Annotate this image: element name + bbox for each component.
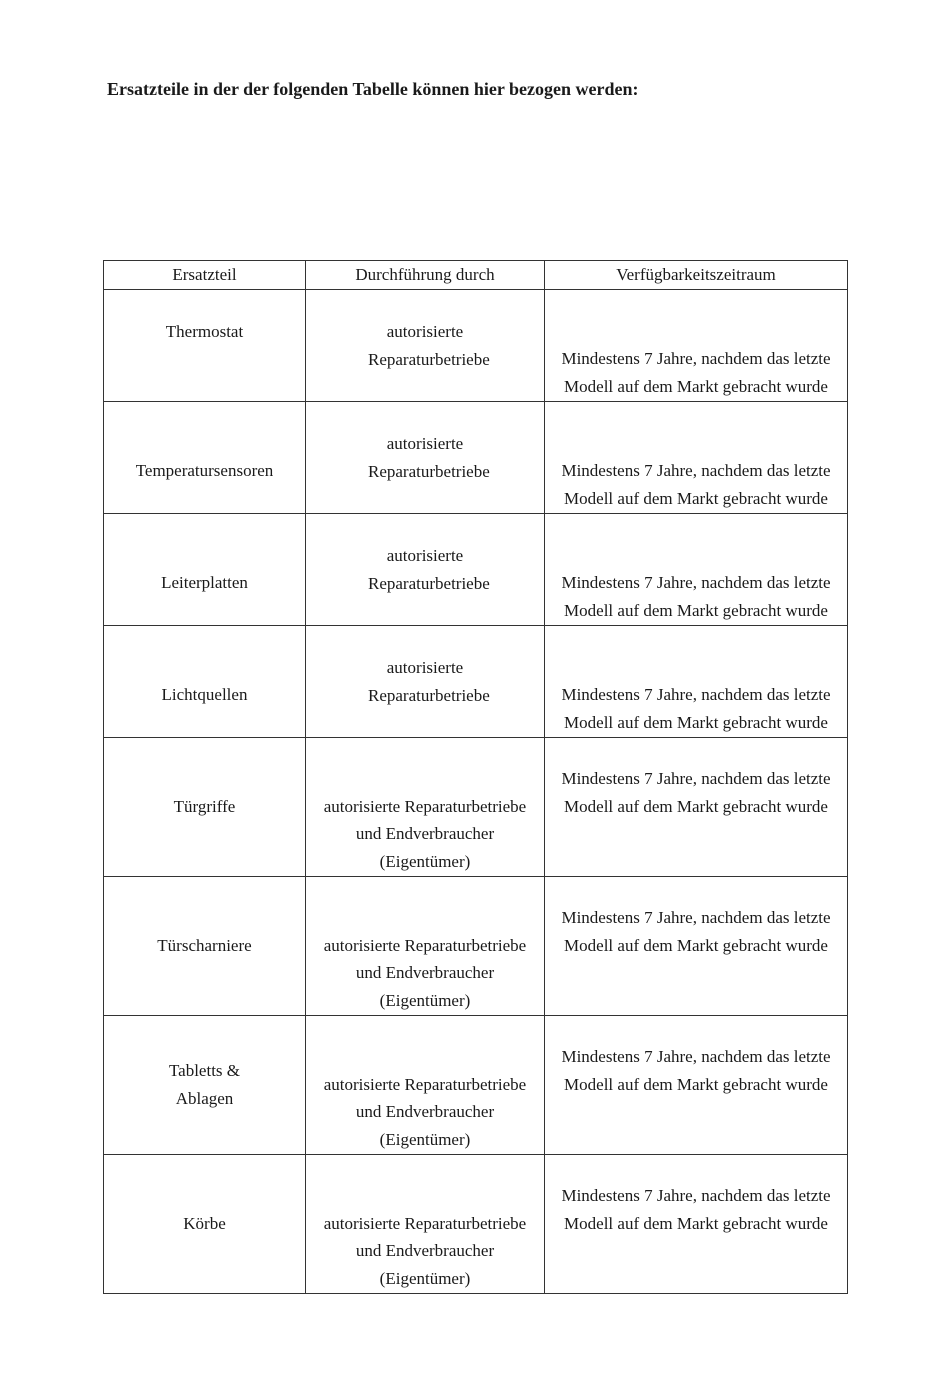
table-row xyxy=(104,1155,848,1294)
part-cell: Temperatursensoren xyxy=(104,402,306,514)
performer-cell: autorisierte Reparaturbetriebe xyxy=(306,402,545,514)
part-cell: Tabletts & Ablagen xyxy=(104,1016,306,1155)
table-header-row xyxy=(104,261,848,290)
part-cell: Körbe xyxy=(104,1155,306,1294)
part-cell: Leiterplatten xyxy=(104,514,306,626)
table-row xyxy=(104,514,848,626)
table-row xyxy=(104,402,848,514)
spare-parts-table xyxy=(103,260,848,1294)
performer-cell: autorisierte Reparaturbetriebe xyxy=(306,626,545,738)
table-row xyxy=(104,290,848,402)
performer-cell: autorisierte Reparaturbetriebe xyxy=(306,514,545,626)
table-row xyxy=(104,1016,848,1155)
performer-cell: autorisierte Reparaturbetriebe xyxy=(306,290,545,402)
table-row xyxy=(104,626,848,738)
column-header-performer: Durchführung durch xyxy=(306,261,545,290)
column-header-availability: Verfügbarkeitszeitraum xyxy=(545,261,848,290)
column-header-part: Ersatzteil xyxy=(104,261,306,290)
availability-cell: Mindestens 7 Jahre, nachdem das letzte Modell auf dem Markt gebracht wurde xyxy=(545,1016,848,1155)
table-row xyxy=(104,877,848,1016)
availability-cell: Mindestens 7 Jahre, nachdem das letzte Modell auf dem Markt gebracht wurde xyxy=(545,1155,848,1294)
availability-cell: Mindestens 7 Jahre, nachdem das letzte Modell auf dem Markt gebracht wurde xyxy=(545,290,848,402)
performer-cell: autorisierte Reparaturbetriebe und Endverbraucher (Eigentümer) xyxy=(306,1016,545,1155)
part-cell: Thermostat xyxy=(104,290,306,402)
part-cell: Türscharniere xyxy=(104,877,306,1016)
availability-cell: Mindestens 7 Jahre, nachdem das letzte Modell auf dem Markt gebracht wurde xyxy=(545,738,848,877)
performer-cell: autorisierte Reparaturbetriebe und Endverbraucher (Eigentümer) xyxy=(306,877,545,1016)
part-cell: Lichtquellen xyxy=(104,626,306,738)
performer-cell: autorisierte Reparaturbetriebe und Endverbraucher (Eigentümer) xyxy=(306,1155,545,1294)
part-cell: Türgriffe xyxy=(104,738,306,877)
table-row xyxy=(104,738,848,877)
availability-cell: Mindestens 7 Jahre, nachdem das letzte Modell auf dem Markt gebracht wurde xyxy=(545,877,848,1016)
availability-cell: Mindestens 7 Jahre, nachdem das letzte Modell auf dem Markt gebracht wurde xyxy=(545,402,848,514)
availability-cell: Mindestens 7 Jahre, nachdem das letzte Modell auf dem Markt gebracht wurde xyxy=(545,514,848,626)
page-heading: Ersatzteile in der der folgenden Tabelle können hier bezogen werden: xyxy=(107,79,639,99)
performer-cell: autorisierte Reparaturbetriebe und Endverbraucher (Eigentümer) xyxy=(306,738,545,877)
availability-cell: Mindestens 7 Jahre, nachdem das letzte Modell auf dem Markt gebracht wurde xyxy=(545,626,848,738)
